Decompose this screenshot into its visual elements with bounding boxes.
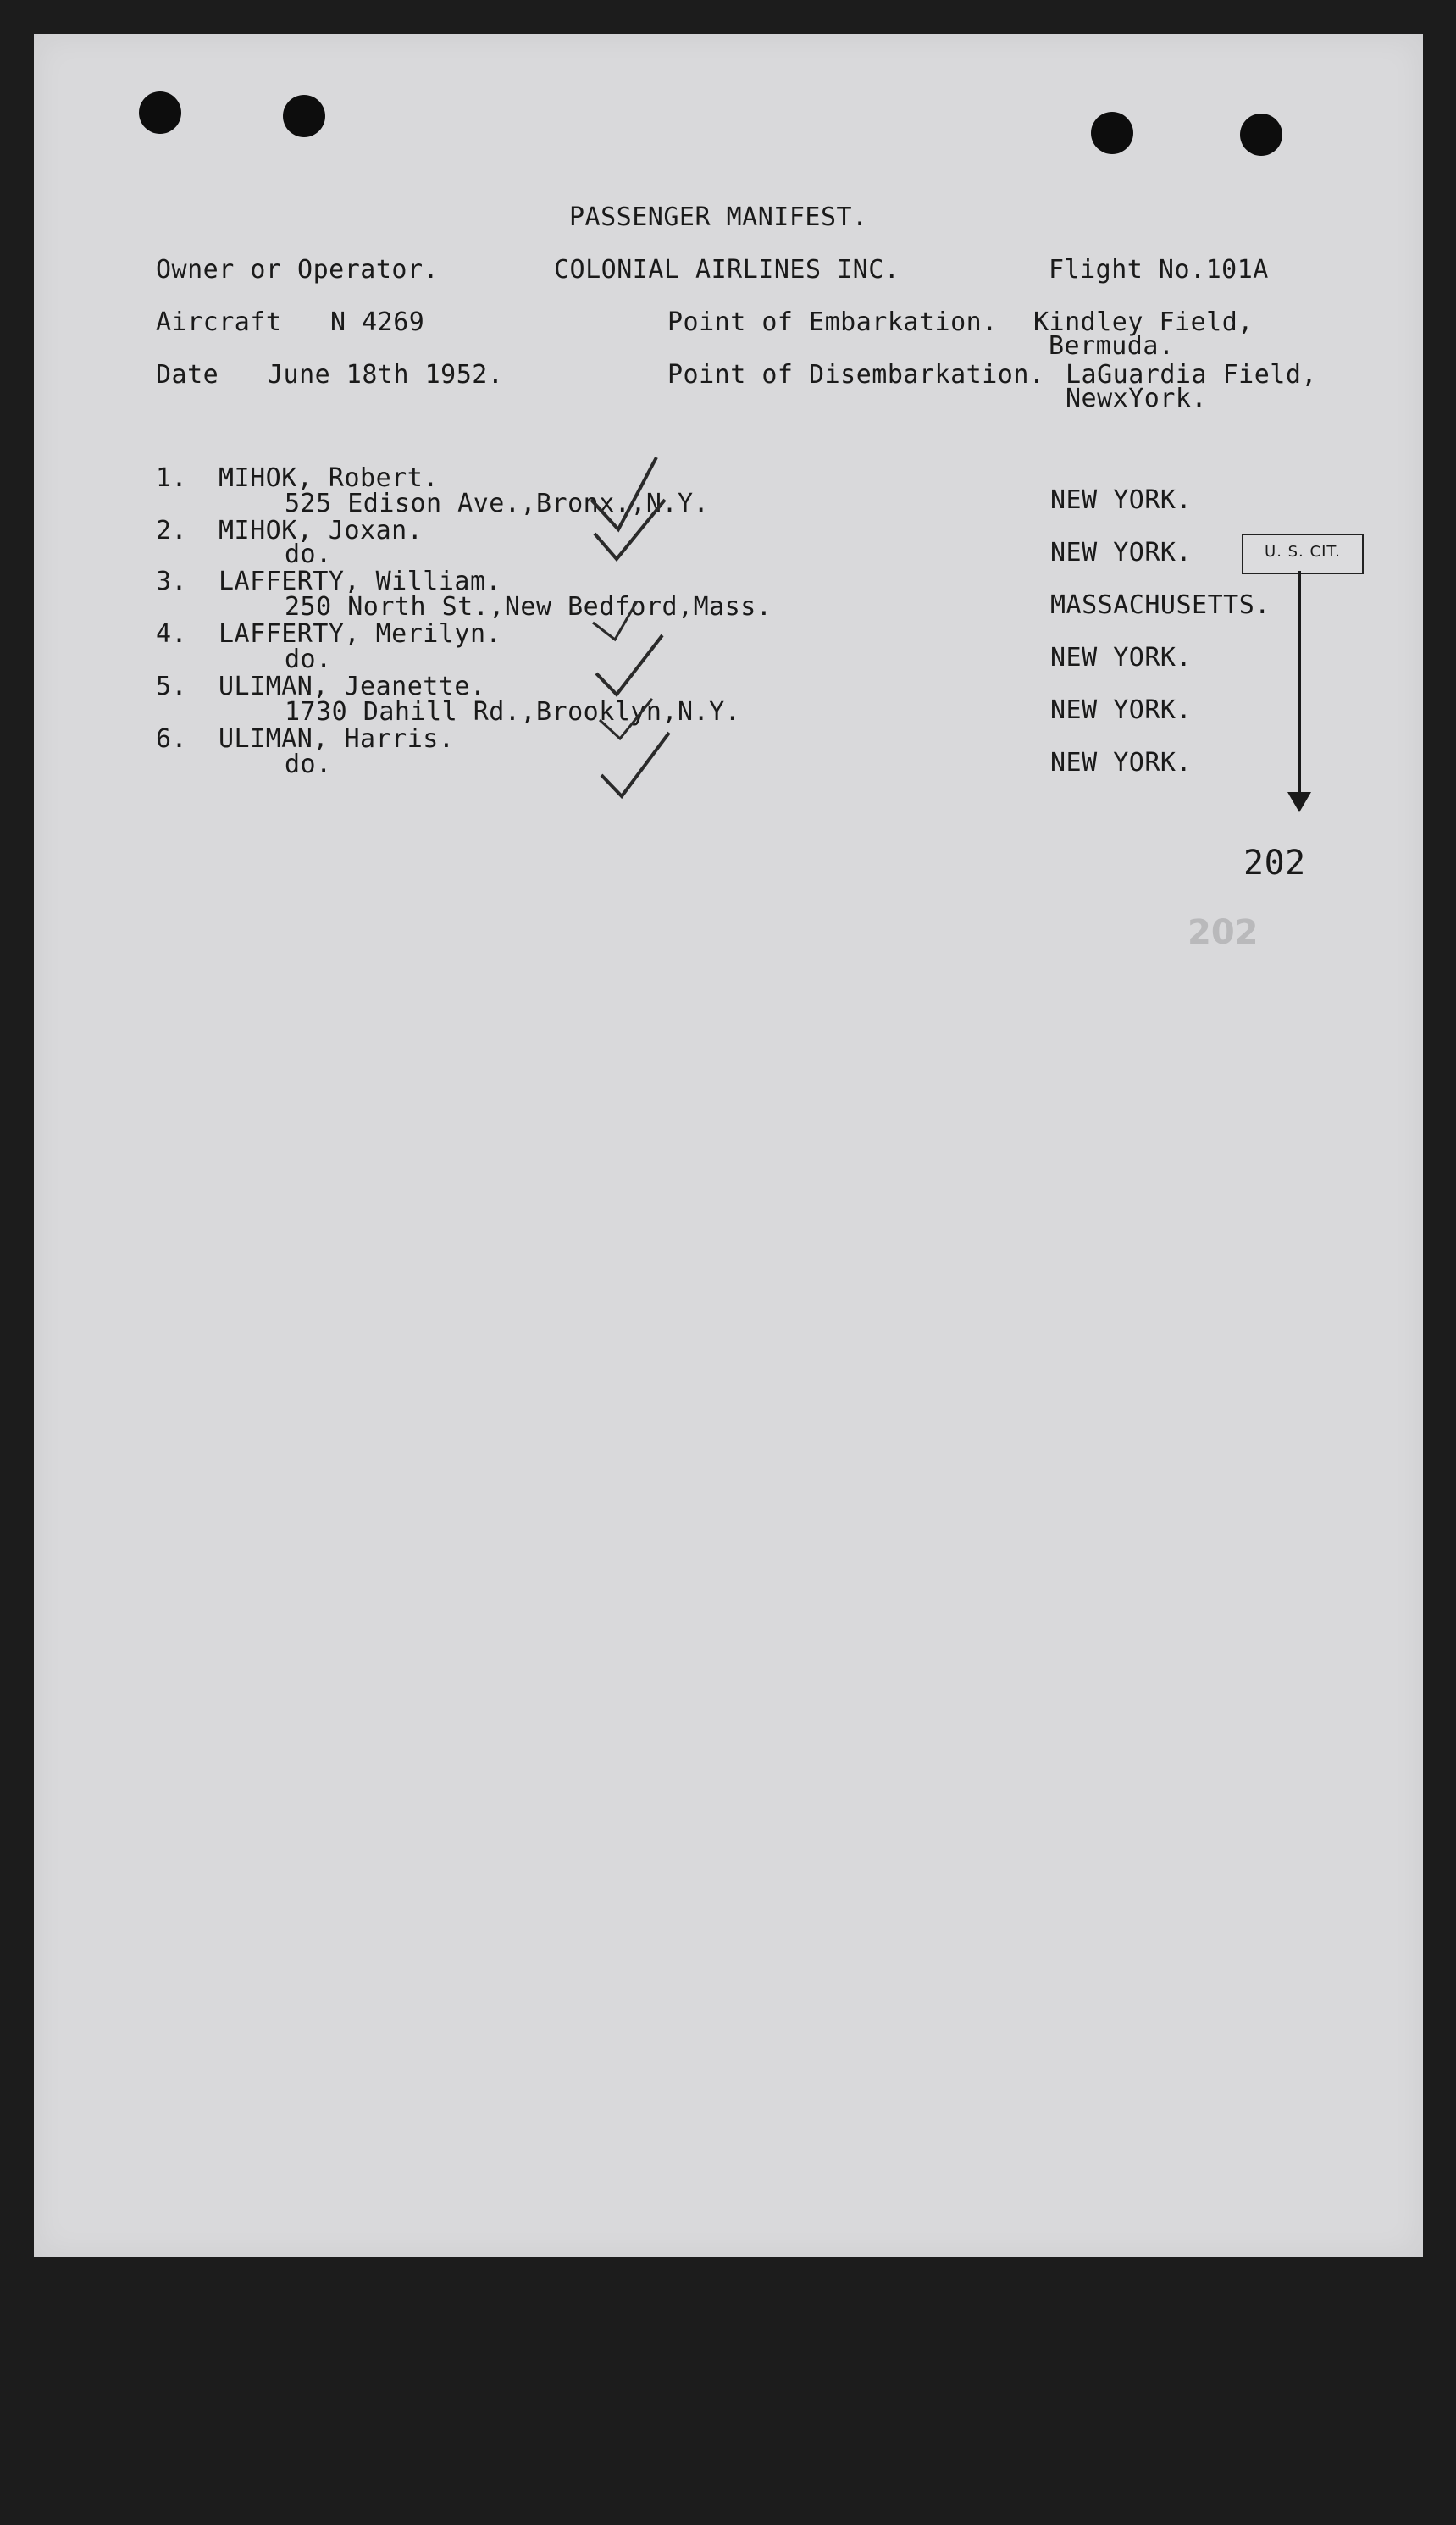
- passenger-name: ULIMAN, Harris.: [219, 724, 455, 754]
- passenger-address: 525 Edison Ave.,Bronx.,N.Y.: [285, 489, 710, 518]
- passenger-residence: NEW YORK.: [1050, 695, 1193, 725]
- passenger-name: LAFFERTY, Merilyn.: [219, 619, 502, 649]
- punch-hole: [1240, 114, 1282, 156]
- punch-hole: [139, 91, 181, 134]
- passenger-name: MIHOK, Joxan.: [219, 516, 424, 545]
- punch-hole: [283, 95, 325, 137]
- us-citizen-stamp: U. S. CIT.: [1242, 534, 1364, 574]
- punch-hole: [1091, 112, 1133, 154]
- embarkation-value-1: Kindley Field,: [1033, 307, 1254, 337]
- document-title: PASSENGER MANIFEST.: [569, 202, 868, 232]
- disembarkation-value-1: LaGuardia Field,: [1066, 360, 1317, 390]
- passenger-number: 2.: [156, 516, 188, 545]
- arrow-down-icon: [1287, 792, 1311, 812]
- passenger-name: LAFFERTY, William.: [219, 567, 502, 596]
- passenger-address: do.: [285, 540, 332, 569]
- embarkation-value-2: Bermuda.: [1049, 331, 1175, 361]
- disembarkation-label: Point of Disembarkation.: [667, 360, 1045, 390]
- passenger-address: do.: [285, 645, 332, 674]
- passenger-name: MIHOK, Robert.: [219, 463, 439, 493]
- owner-value: COLONIAL AIRLINES INC.: [554, 255, 900, 285]
- passenger-residence: NEW YORK.: [1050, 748, 1193, 778]
- passenger-number: 4.: [156, 619, 188, 649]
- date-value: June 18th 1952.: [268, 360, 504, 390]
- owner-label: Owner or Operator.: [156, 255, 440, 285]
- passenger-residence: MASSACHUSETTS.: [1050, 590, 1271, 620]
- disembarkation-value-2: NewxYork.: [1066, 384, 1208, 413]
- passenger-number: 5.: [156, 672, 188, 701]
- check-mark-icon: [584, 440, 703, 813]
- date-label: Date: [156, 360, 219, 390]
- page-number: 202: [1243, 844, 1306, 883]
- passenger-residence: NEW YORK.: [1050, 538, 1193, 568]
- passenger-number: 6.: [156, 724, 188, 754]
- aircraft-label: Aircraft: [156, 307, 282, 337]
- passenger-address: do.: [285, 750, 332, 779]
- bracket-line: [1298, 571, 1301, 808]
- passenger-address: 1730 Dahill Rd.,Brooklyn,N.Y.: [285, 697, 741, 727]
- passenger-residence: NEW YORK.: [1050, 643, 1193, 673]
- passenger-name: ULIMAN, Jeanette.: [219, 672, 486, 701]
- passenger-address: 250 North St.,New Bedford,Mass.: [285, 592, 772, 622]
- flight-number: Flight No.101A: [1049, 255, 1269, 285]
- aircraft-value: N 4269: [330, 307, 425, 337]
- manifest-page: [34, 34, 1423, 2257]
- passenger-number: 3.: [156, 567, 188, 596]
- passenger-number: 1.: [156, 463, 188, 493]
- ghost-page-number: 202: [1187, 913, 1259, 952]
- passenger-residence: NEW YORK.: [1050, 485, 1193, 515]
- embarkation-label: Point of Embarkation.: [667, 307, 998, 337]
